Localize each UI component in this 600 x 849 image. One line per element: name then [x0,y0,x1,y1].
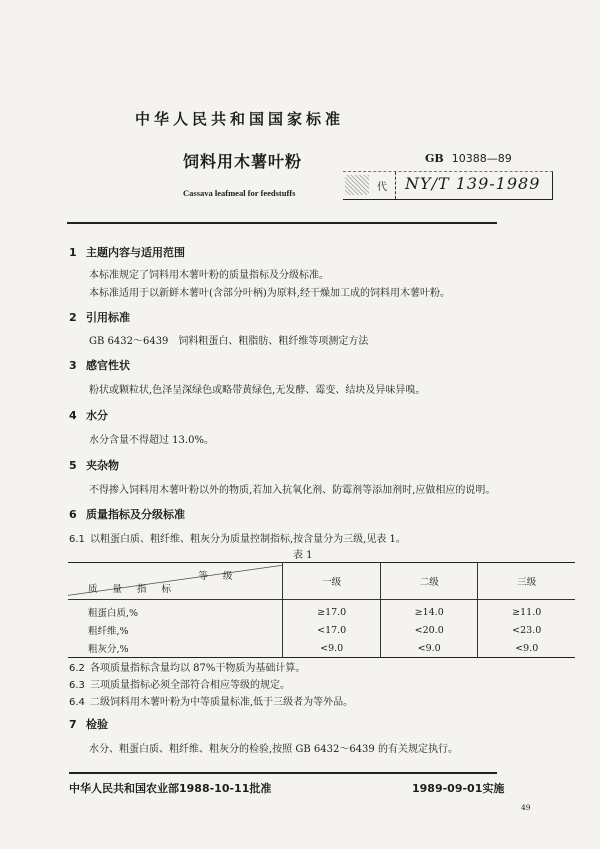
seal-icon [345,175,369,195]
header-rule [67,222,497,224]
corner-grade-label: 等 级 [198,571,239,582]
table-cell: <17.0 [283,621,381,639]
table-header-row [68,563,575,600]
standard-prefix: GB [425,152,444,165]
table-cell: <23.0 [478,621,575,639]
stamp-char: 代 [377,182,387,193]
replacement-stamp [343,171,553,200]
table-caption: 表 1 [293,550,313,561]
table-row [68,639,575,658]
section-4-heading: 4 水分 [69,409,108,422]
section-5-para-1: 不得掺入饲料用木薯叶粉以外的物质,若加入抗氧化剂、防霉剂等添加剂时,应做相应的说明。 [89,485,496,496]
subsection-6-3: 6.3 三项质量指标必须全部符合相应等级的规定。 [69,680,290,691]
section-6-heading: 6 质量指标及分级标准 [69,508,185,521]
footer-rule [69,772,497,774]
table-cell: <9.0 [478,639,575,658]
section-2-para-1: GB 6432～6439 饲料粗蛋白、粗脂肪、粗纤维等项测定方法 [89,336,369,347]
subsection-6-4: 6.4 二级饲料用木薯叶粉为中等质量标准,低于三级者为等外品。 [69,697,354,708]
subsection-6-2: 6.2 各项质量指标含量均以 87%干物质为基础计算。 [69,663,306,674]
subsection-6-1: 6.1 以粗蛋白质、粗纤维、粗灰分为质量控制指标,按含量分为三级,见表 1。 [69,534,406,545]
table-cell: ≥17.0 [283,600,381,622]
section-1-heading: 1 主题内容与适用范围 [69,246,185,259]
column-header: 二级 [380,563,478,600]
issuing-organization: 中华人民共和国国家标准 [135,110,345,128]
table-row [68,600,575,622]
section-3-para-1: 粉状或颗粒状,色泽呈深绿色或略带黄绿色,无发酵、霉变、结块及异味异嗅。 [89,385,426,396]
document-title-english: Cassava leafmeal for feedstuffs [183,188,296,198]
corner-indicator-label: 质 量 指 标 [88,584,178,595]
section-1-para-2: 本标准适用于以新鲜木薯叶(含部分叶柄)为原料,经干燥加工成的饲料用木薯叶粉。 [89,288,450,299]
table-cell: <9.0 [283,639,381,658]
column-header: 一级 [283,563,381,600]
row-label: 粗灰分,% [88,644,129,655]
section-5-heading: 5 夹杂物 [69,459,119,472]
section-7-heading: 7 检验 [69,718,108,731]
standard-number: 10388—89 [451,152,512,165]
row-label: 粗纤维,% [88,626,129,637]
implementation-date: 1989-09-01实施 [412,782,505,795]
table-cell: ≥14.0 [380,600,478,622]
table-row [68,621,575,639]
approval-line: 中华人民共和国农业部1988-10-11批准 [69,782,272,795]
page-number: 49 [521,803,531,812]
column-header: 三级 [478,563,575,600]
stamp-divider [395,172,396,199]
section-7-para-1: 水分、粗蛋白质、粗纤维、粗灰分的检验,按照 GB 6432～6439 的有关规定执行。 [89,744,458,755]
table-cell: ≥11.0 [478,600,575,622]
section-1-para-1: 本标准规定了饲料用木薯叶粉的质量指标及分级标准。 [89,270,329,281]
quality-grade-table [68,562,575,658]
table-corner-cell [68,563,283,600]
row-label: 粗蛋白质,% [88,608,139,619]
table-cell: <20.0 [380,621,478,639]
document-title: 饲料用木薯叶粉 [183,152,303,171]
standard-code [425,152,512,165]
handwritten-code: NY/T 139-1989 [405,174,541,193]
section-2-heading: 2 引用标准 [69,311,130,324]
table-cell: <9.0 [380,639,478,658]
section-3-heading: 3 感官性状 [69,359,130,372]
section-4-para-1: 水分含量不得超过 13.0%。 [89,435,214,446]
